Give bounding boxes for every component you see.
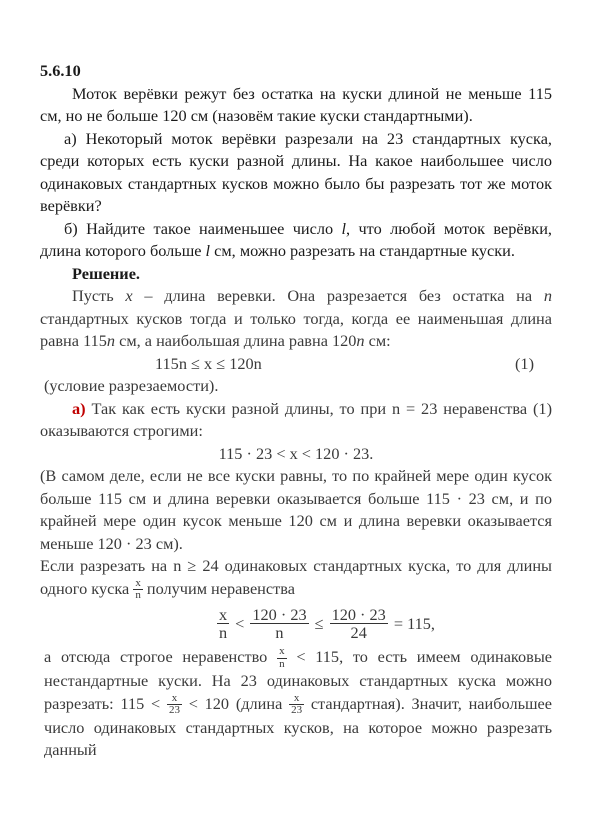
solution-part-a: а) Так как есть куски разной длины, то при n = 23 неравенства (1) оказываются строгими: xyxy=(40,398,552,440)
part-a-label: а) xyxy=(72,398,86,418)
solution-paragraph-1: Пусть x – длина веревки. Она разрезается без остатка на n стандартных кусков тогда и только тогда, когда ее наименьшая длина равна 115n см, а наибольшая длина равна 120n см: xyxy=(40,286,552,350)
condition-note: (условие разрезаемости). xyxy=(44,376,219,395)
problem-part-a: а) Некоторый моток верёвки разрезали на 23 стандартных куска, среди которых есть куски разной длины. На какое наибольшее число одинаковых стандартных кусков можно было бы разрезать тот же моток верёвки? xyxy=(40,128,552,215)
equation-2: 115 · 23 < x < 120 · 23. xyxy=(218,443,374,463)
var-l: l xyxy=(205,241,211,260)
fraction-product-over-n: $\frac{120 \cdot 23}{n}$ xyxy=(252,605,307,643)
fraction-x-over-n: $\frac{x}{n}$ xyxy=(279,645,285,670)
var-l: l xyxy=(341,218,347,238)
fraction-x-over-23: $\frac{x}{23}$ xyxy=(291,691,303,717)
fraction-x-over-n: $\frac{x}{n}$ xyxy=(135,576,141,602)
equation-1 xyxy=(40,353,552,376)
fraction-product-over-24: $\frac{120 \cdot 23}{24}$ xyxy=(331,605,386,643)
equation-3: $\frac{x}{n}$ < $\frac{120 \cdot 23}{n}$ ≤ $\frac{120 \cdot 23}{24}$ = 115, xyxy=(219,605,435,643)
equation-1-formula: 115n ≤ x ≤ 120n xyxy=(155,353,262,373)
problem-intro: Моток верёвки режут без остатка на куски длиной не меньше 115 см, но не больше 120 см (назовём такие куски стандартными). xyxy=(40,83,552,125)
equation-1-tag: (1) xyxy=(515,353,534,373)
solution-heading: Решение. xyxy=(72,263,140,283)
fraction-x-over-23: $\frac{x}{23}$ xyxy=(168,691,180,717)
solution-paragraph-5: а отсюда строгое неравенство $\frac{x}{n}$ < 115, то есть имеем одинаковые нестандартные куски. На 23 одинаковых стандартных куска можно разрезать: 115 < $\frac{x}{23}$ < 120 (длина $\frac{x}{23}$ стандартная). Значит, наибольшее число одинаковых стандартных кусков, на которое можно разрезать данный xyxy=(44,645,552,760)
problem-part-b: б) Найдите такое наименьшее число l, что любой моток верёвки, длина которого больше l см, можно разрезать на стандартные куски. xyxy=(40,218,552,260)
solution-body xyxy=(40,285,552,762)
problem-number: 5.6.10 xyxy=(40,61,81,80)
solution-paragraph-4: Если разрезать на n ≥ 24 одинаковых стандартных куска, то для длины одного куска $\frac{x}{n}$ получим неравенства xyxy=(40,556,552,602)
solution-paragraph-3: (В самом деле, если не все куски равны, то по крайней мере один кусок больше 115 см и длина веревки оказывается больше 115 · 23 см, и по крайней мере один кусок меньше 120 см и длина веревки оказывается меньше 120 · 23 см). xyxy=(40,466,552,553)
page-content xyxy=(40,60,552,762)
fraction-x-over-n: $\frac{x}{n}$ xyxy=(219,605,228,643)
